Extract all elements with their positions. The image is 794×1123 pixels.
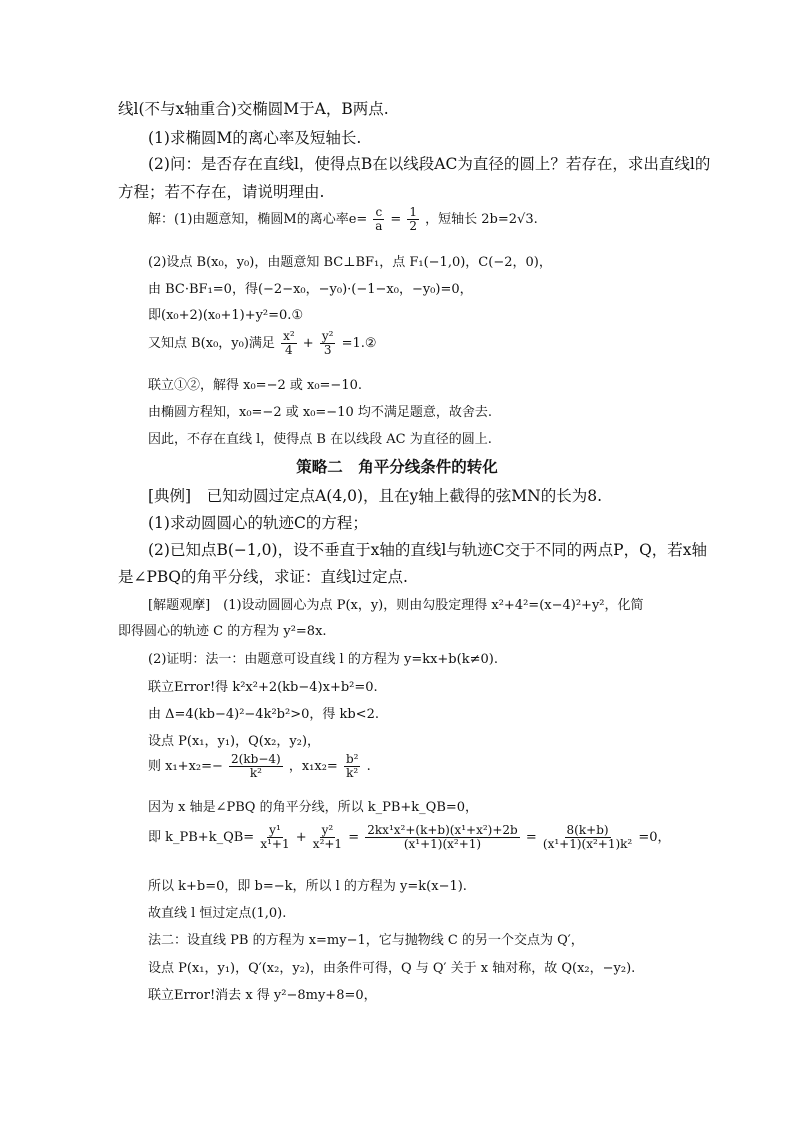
solution-line: (2)证明：法一：由题意可设直线 l 的方程为 y=kx+b(k≠0). — [148, 652, 498, 667]
fraction: $\frac{c}{a}$ — [375, 205, 383, 233]
solution-line: 由椭圆方程知，x₀=−2 或 x₀=−10 均不满足题意，故舍去. — [148, 405, 492, 420]
solution-line: 设点 P(x₁，y₁)，Q′(x₂，y₂)，由条件可得，Q 与 Q′ 关于 x 轴对称，故 Q(x₂，−y₂). — [148, 961, 636, 976]
solution-line: 联立Error!得 k²x²+2(kb−4)x+b²=0. — [148, 680, 378, 695]
problem-part-2: (2)问：是否存在直线l，使得点B在以线段AC为直径的圆上？若存在，求出直线l的 — [148, 155, 711, 173]
solution-line: 解：(1)由题意知，椭圆M的离心率e= $\frac{c}{a}$ = $\frac{1}{2}$ ，短轴长 2b=2√3. — [148, 205, 538, 233]
example-part-1: (1)求动圆圆心的轨迹C的方程； — [148, 514, 368, 532]
solution-line: 所以 k+b=0，即 b=−k，所以 l 的方程为 y=k(x−1). — [148, 879, 467, 894]
solution-line: 因为 x 轴是∠PBQ 的角平分线，所以 k_PB+k_QB=0， — [148, 800, 479, 815]
solution-line: 联立①②，解得 x₀=−2 或 x₀=−10. — [148, 378, 362, 393]
solution-line: 联立Error!消去 x 得 y²−8my+8=0， — [148, 988, 377, 1003]
solution-line: 由 Δ=4(kb−4)²−4k²b²>0，得 kb<2. — [148, 707, 379, 722]
fraction: $\frac{\text{y²}}{\text{x²+1}}$ — [312, 823, 343, 851]
fraction: $\frac{\text{2kx¹x²+(k+b)(x¹+x²)+2b}}{\text{(x¹+1)(x²+1)}}$ — [367, 823, 518, 851]
fraction: $\frac{\text{y²}}{3}$ — [321, 329, 334, 357]
solution-line: 又知点 B(x₀，y₀)满足 $\frac{\text{x²}}{4}$ + $\frac{\text{y²}}{3}$ =1.② — [148, 329, 377, 357]
solution-line: (2)设点 B(x₀，y₀)，由题意知 BC⊥BF₁，点 F₁(−1,0)，C(−2，0)， — [148, 255, 552, 270]
example-part-2-cont: 是∠PBQ的角平分线，求证：直线l过定点. — [118, 568, 408, 586]
solution-line: 即得圆心的轨迹 C 的方程为 y²=8x. — [118, 624, 327, 639]
solution-line: 设点 P(x₁，y₁)，Q(x₂，y₂)， — [148, 734, 321, 749]
solution-line: [解题观摩] (1)设动圆圆心为点 P(x，y)，则由勾股定理得 x²+4²=(x−4)²+y²，化简 — [148, 598, 644, 613]
fraction: $\frac{\text{x²}}{4}$ — [283, 329, 295, 357]
fraction: $\frac{\text{b²}}{\text{k²}}$ — [345, 752, 359, 780]
solution-line: 由 BC·BF₁=0，得(−2−x₀，−y₀)·(−1−x₀，−y₀)=0， — [148, 282, 473, 297]
solution-line: 即(x₀+2)(x₀+1)+y²=0.① — [148, 308, 304, 323]
solution-line: 故直线 l 恒过定点(1,0). — [148, 906, 287, 921]
problem-part-2-cont: 方程；若不存在，请说明理由. — [118, 183, 325, 201]
solution-line: 即 k_PB+k_QB= $\frac{\text{y¹}}{\text{x¹+1}}$ + $\frac{\text{y²}}{\text{x²+1}}$ = $\frac{\text{2kx¹x²+(k+b)(x¹+x²)+2b}}{\text{(x¹+1)(x²+1)}}$ = $\frac{8(k+b)}{\text{(x¹+1)(x²+1)k²}}$ =0， — [148, 823, 671, 851]
fraction: $\frac{2(kb-4)}{\text{k²}}$ — [231, 752, 281, 780]
solution-line: 则 x₁+x₂=− $\frac{2(kb-4)}{\text{k²}}$ ，x₁x₂= $\frac{\text{b²}}{\text{k²}}$ . — [148, 752, 371, 780]
section-title: 策略二 角平分线条件的转化 — [296, 457, 498, 476]
fraction: $\frac{1}{2}$ — [409, 205, 418, 233]
example-line: [典例] 已知动圆过定点A(4,0)，且在y轴上截得的弦MN的长为8. — [148, 487, 603, 505]
problem-line: 线l(不与x轴重合)交椭圆M于A，B两点. — [118, 100, 389, 118]
solution-line: 法二：设直线 PB 的方程为 x=my−1，它与抛物线 C 的另一个交点为 Q′， — [148, 933, 584, 948]
fraction: $\frac{\text{y¹}}{\text{x¹+1}}$ — [260, 823, 290, 851]
solution-line: 因此，不存在直线 l，使得点 B 在以线段 AC 为直径的圆上. — [148, 432, 492, 447]
problem-part-1: (1)求椭圆M的离心率及短轴长. — [148, 129, 362, 147]
example-part-2: (2)已知点B(−1,0)，设不垂直于x轴的直线l与轨迹C交于不同的两点P，Q，若x轴 — [148, 541, 708, 559]
fraction: $\frac{8(k+b)}{\text{(x¹+1)(x²+1)k²}}$ — [542, 823, 633, 851]
